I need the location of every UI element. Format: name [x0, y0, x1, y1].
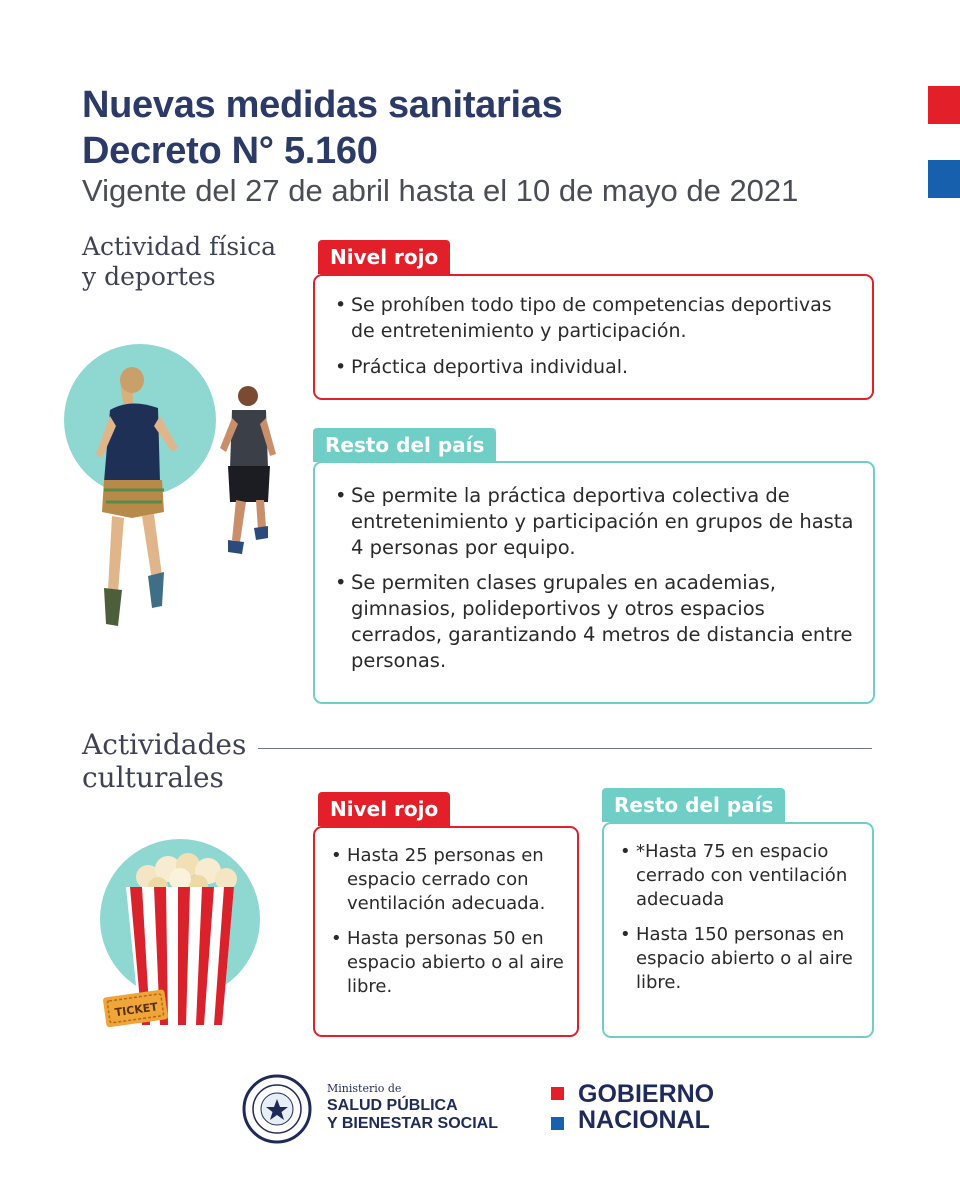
sport-rest-tag: Resto del país — [313, 428, 496, 462]
gobierno-red-square — [551, 1087, 564, 1100]
page-subtitle: Vigente del 27 de abril hasta el 10 de mayo de 2021 — [82, 173, 799, 208]
section-label-sport-line1: Actividad física — [82, 232, 277, 261]
list-item: • Hasta personas 50 en espacio abierto o al aire libre. — [331, 927, 567, 999]
flag-red-accent — [928, 86, 960, 124]
paraguay-seal-logo — [242, 1074, 312, 1144]
sport-rest-list — [315, 463, 873, 674]
ministry-name-line2: Y BIENESTAR SOCIAL — [327, 1115, 498, 1132]
sport-red-box — [313, 274, 874, 400]
culture-red-box — [313, 826, 579, 1037]
gobierno-blue-square — [551, 1117, 564, 1130]
ticket-label: TICKET — [113, 1000, 159, 1020]
ministry-prefix: Ministerio de — [327, 1082, 402, 1095]
list-item: • Práctica deportiva individual. — [335, 354, 856, 380]
page-title-line1: Nuevas medidas sanitarias — [82, 84, 563, 126]
gobierno-line2: NACIONAL — [578, 1106, 710, 1134]
list-item: • Hasta 150 personas en espacio abierto o al aire libre. — [620, 923, 862, 995]
runners-illustration — [60, 340, 290, 635]
section-label-culture-line1: Actividades — [82, 728, 247, 761]
flag-blue-accent — [928, 160, 960, 198]
list-item: • Hasta 25 personas en espacio cerrado con ventilación adecuada. — [331, 844, 567, 916]
gobierno-line1: GOBIERNO — [578, 1080, 715, 1108]
list-item: • *Hasta 75 en espacio cerrado con ventilación adecuada — [620, 840, 862, 912]
page-title-line2: Decreto N° 5.160 — [82, 130, 378, 172]
culture-red-tag: Nivel rojo — [318, 792, 450, 826]
culture-red-list — [315, 828, 577, 999]
ministry-name-line1: SALUD PÚBLICA — [327, 1097, 458, 1114]
section-divider — [258, 748, 872, 749]
list-item: • Se permiten clases grupales en academias, gimnasios, polideportivos y otros espacios cerrados, garantizando 4 metros de distancia entre personas. — [335, 570, 857, 674]
list-item: • Se prohíben todo tipo de competencias deportivas de entretenimiento y participación. — [335, 292, 856, 344]
man-runner-figure — [220, 386, 276, 554]
popcorn-illustration — [88, 835, 288, 1035]
sport-rest-box — [313, 461, 875, 704]
culture-rest-box — [602, 822, 874, 1038]
section-label-sport-line2: y deportes — [82, 261, 216, 291]
sport-red-list — [315, 276, 872, 380]
list-item: • Se permite la práctica deportiva colectiva de entretenimiento y participación en grupos de hasta 4 personas por equipo. — [335, 483, 857, 561]
section-label-sport — [82, 232, 276, 291]
section-label-culture-line2: culturales — [82, 761, 224, 795]
culture-rest-tag: Resto del país — [602, 788, 785, 822]
sport-red-tag: Nivel rojo — [318, 240, 450, 274]
culture-rest-list — [604, 824, 872, 995]
section-label-culture — [82, 728, 246, 794]
